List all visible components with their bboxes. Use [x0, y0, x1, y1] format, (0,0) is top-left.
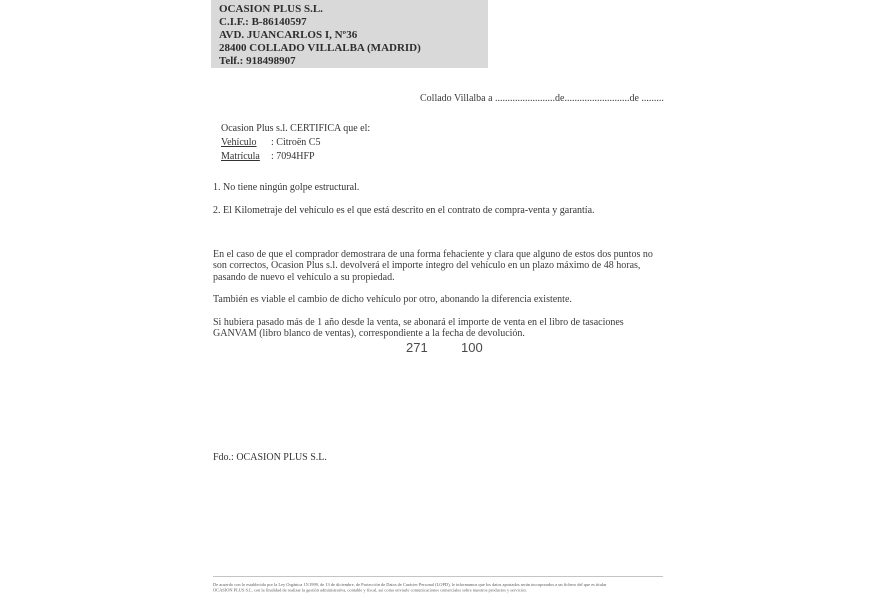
certify-intro: Ocasion Plus s.l. CERTIFICA que el: [221, 123, 371, 134]
letterhead-address: AVD. JUANCARLOS I, Nº36 [219, 29, 358, 41]
footer-divider [213, 576, 663, 577]
clause-mileage: 2. El Kilometraje del vehículo es el que está descrito en el contrato de compra-venta y garantía. [213, 205, 595, 216]
lopd-fineprint [213, 582, 670, 592]
lopd-fineprint-line2: OCASION PLUS S.L. con la finalidad de realizar la gestión administrativa, contable y fiscal, así como enviarle comunicaciones comerciales sobre nuestros productos y servicios. [213, 587, 528, 593]
annotation-number-100: 100 [461, 340, 483, 355]
letterhead-phone: Telf.: 918498907 [219, 55, 296, 67]
paragraph-year: Si hubiera pasado más de 1 año desde la venta, se abonará el importe de venta en el libro de tasaciones GANVAM (libro blanco de ventas), correspondiente a la fecha de devolución. [213, 317, 624, 340]
letterhead-cif: C.I.F.: B-86140597 [219, 16, 307, 28]
signature-line: Fdo.: OCASION PLUS S.L. [213, 452, 327, 463]
annotation-number-271: 271 [406, 340, 428, 355]
letterhead-company: OCASION PLUS S.L. [219, 3, 323, 15]
vehicle-value: : Citroën C5 [271, 137, 321, 148]
paragraph-swap: También es viable el cambio de dicho vehículo por otro, abonando la diferencia existente. [213, 294, 572, 305]
paragraph-refund: En el caso de que el comprador demostrara de una forma fehaciente y clara que alguno de estos dos puntos no son correctos, Ocasion Plus s.l. devolverá el importe íntegro del vehículo en un plazo máximo de 48 horas, pasando de nuevo el vehículo a su propiedad. [213, 249, 653, 283]
plate-label: Matrícula [221, 151, 260, 162]
letterhead-block [211, 0, 488, 68]
vehicle-label: Vehículo [221, 137, 257, 148]
date-line: Collado Villalba a ........................de..........................de ......... [420, 93, 664, 104]
plate-value: : 7094HFP [271, 151, 315, 162]
vehicle-row [221, 137, 320, 148]
letterhead-city: 28400 COLLADO VILLALBA (MADRID) [219, 42, 421, 54]
lopd-fineprint-line1: De acuerdo con lo establecido por la Ley Orgánica 15/1999, de 13 de diciembre, de Protección de Datos de Carácter Personal (LOPD), le informamos que los datos aportados serán incorporados a un fichero del que es titular [213, 582, 607, 587]
clause-structural: 1. No tiene ningún golpe estructural. [213, 182, 360, 193]
plate-row [221, 151, 315, 162]
